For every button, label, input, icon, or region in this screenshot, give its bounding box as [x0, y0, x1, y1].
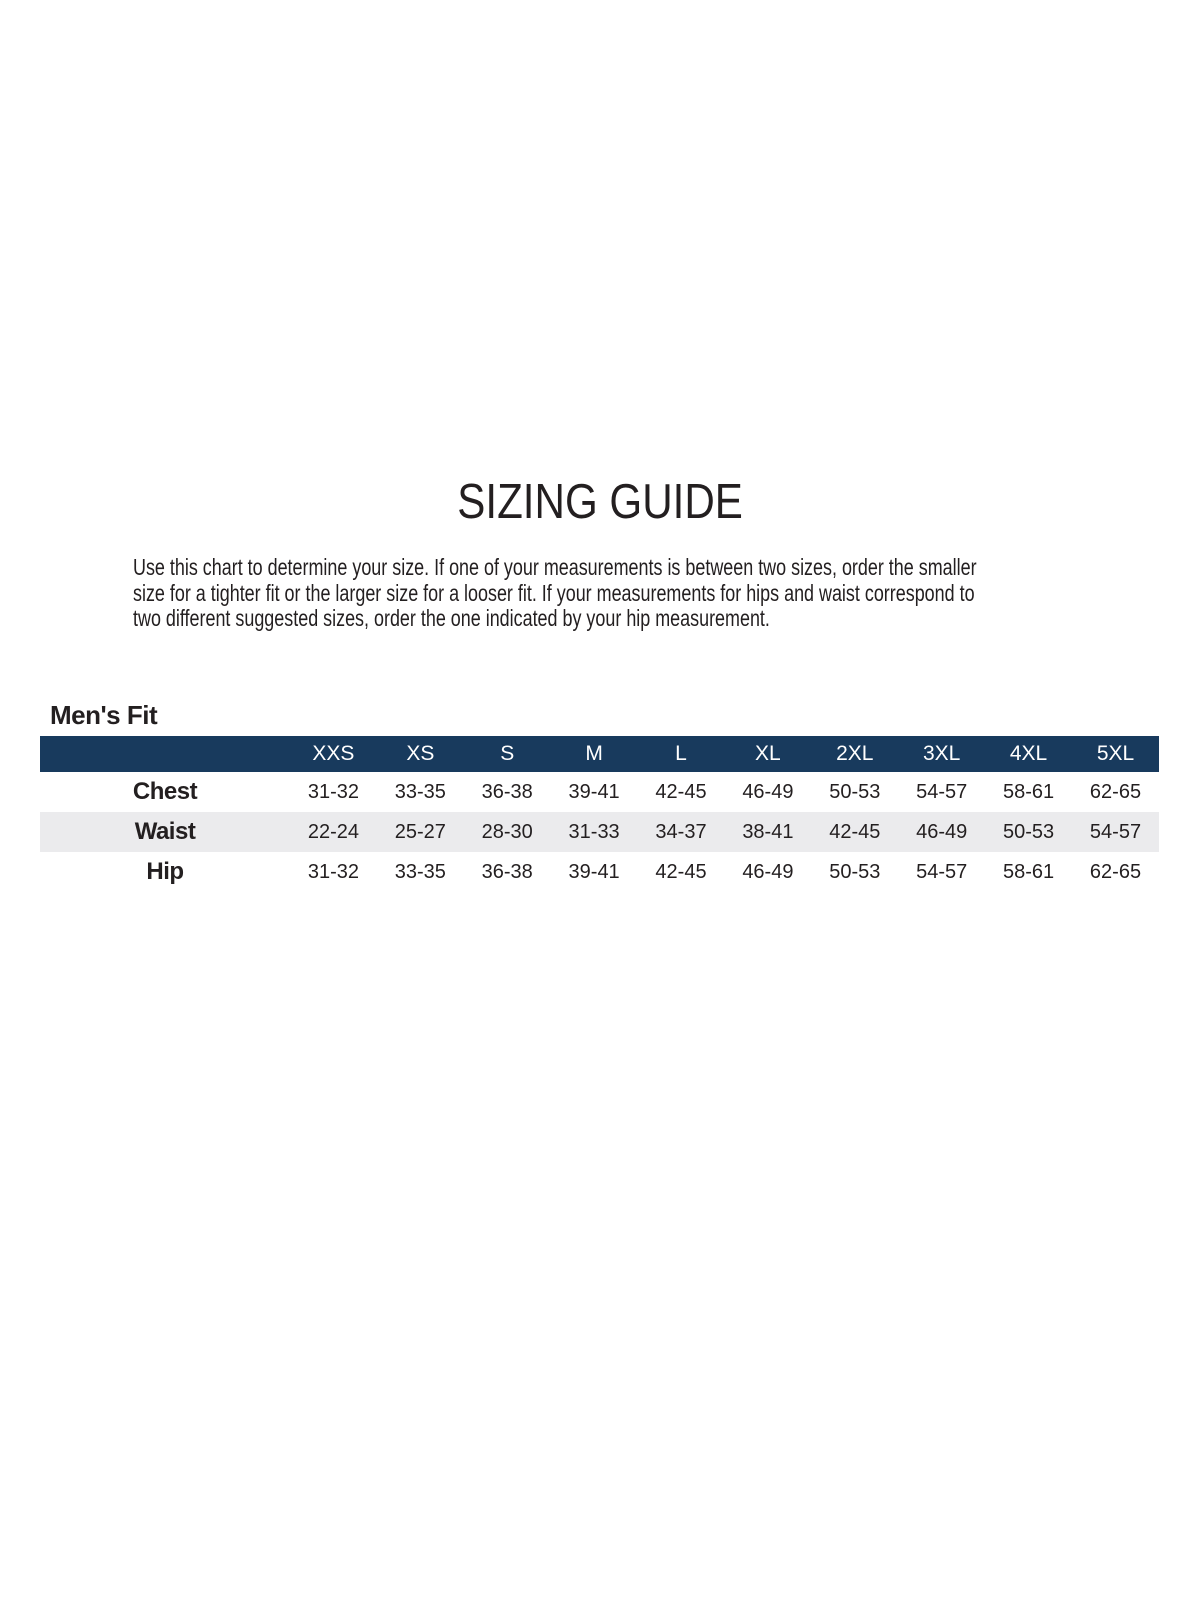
table-cell: 36-38 [481, 780, 533, 803]
table-cell: 36-38 [481, 860, 533, 883]
intro-line: Use this chart to determine your size. If one of your measurements is between two sizes, order the smaller [133, 554, 977, 580]
page-title-text: SIZING GUIDE [457, 475, 743, 529]
column-header-m: M [585, 742, 603, 765]
section-label-mens-fit: Men's Fit [50, 700, 158, 730]
column-header-4xl: 4XL [1009, 742, 1048, 765]
table-cell: 54-57 [916, 780, 968, 803]
table-cell: 50-53 [829, 860, 881, 883]
table-row-waist [40, 812, 1159, 852]
table-row-hip [40, 852, 1159, 892]
column-header-3xl: 3XL [922, 742, 961, 765]
column-header-xs: XS [406, 742, 435, 765]
table-cell: 46-49 [916, 820, 968, 843]
table-cell: 33-35 [394, 780, 446, 803]
row-label-waist: Waist [134, 818, 196, 845]
table-cell: 39-41 [568, 780, 620, 803]
table-cell: 42-45 [655, 860, 707, 883]
page-title [0, 475, 1200, 529]
table-cell: 34-37 [655, 820, 707, 843]
table-cell: 39-41 [568, 860, 620, 883]
column-header-l: L [675, 742, 687, 765]
column-header-xxs: XXS [312, 742, 355, 765]
table-cell: 31-32 [307, 780, 360, 803]
table-cell: 46-49 [742, 860, 794, 883]
table-cell: 58-61 [1002, 860, 1055, 883]
table-cell: 54-57 [1089, 820, 1142, 843]
table-cell: 42-45 [829, 820, 881, 843]
table-corner-cell [40, 736, 290, 772]
table-cell: 22-24 [307, 820, 360, 843]
column-header-5xl: 5XL [1096, 742, 1135, 765]
column-header-xl: XL [755, 742, 781, 765]
column-header-s: S [500, 742, 515, 765]
table-cell: 62-65 [1089, 780, 1142, 803]
table-row-chest [40, 772, 1159, 812]
intro-paragraph [133, 555, 977, 632]
row-label-chest: Chest [132, 778, 198, 805]
table-cell: 50-53 [1002, 820, 1055, 843]
table-cell: 25-27 [394, 820, 446, 843]
table-cell: 33-35 [394, 860, 446, 883]
table-cell: 50-53 [829, 780, 881, 803]
table-cell: 38-41 [742, 820, 794, 843]
table-cell: 28-30 [481, 820, 533, 843]
table-cell: 31-33 [568, 820, 620, 843]
table-cell: 46-49 [742, 780, 794, 803]
size-header-row [40, 736, 1159, 772]
column-header-2xl: 2XL [836, 742, 874, 765]
intro-line: two different suggested sizes, order the one indicated by your hip measurement. [133, 605, 770, 632]
table-cell: 62-65 [1089, 860, 1142, 883]
row-label-hip: Hip [146, 858, 184, 885]
table-cell: 58-61 [1002, 780, 1055, 803]
table-cell: 31-32 [307, 860, 360, 883]
intro-line: size for a tighter fit or the larger size for a looser fit. If your measurements for hips and waist correspond to [133, 579, 975, 606]
mens-fit-size-table [40, 736, 1159, 892]
table-cell: 42-45 [655, 780, 707, 803]
table-cell: 54-57 [916, 860, 968, 883]
